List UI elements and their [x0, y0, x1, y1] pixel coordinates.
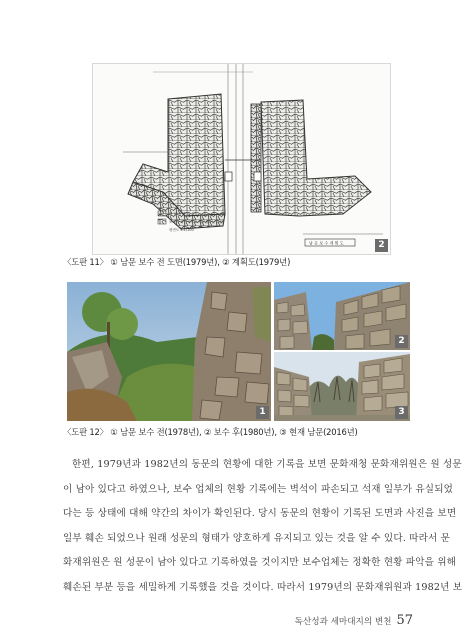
plan-drawing — [93, 64, 390, 254]
figure-12-photo-1 — [67, 282, 271, 421]
page-number: 57 — [396, 613, 413, 628]
body-line-4: 일부 훼손 되었으나 원래 성문의 형태가 양호하게 유지되고 있는 것을 알 수 있다. 따라서 문 — [63, 532, 451, 544]
fig12-badge-2: 2 — [395, 335, 408, 348]
body-line-5: 화재위원은 원 성문이 남아 있다고 기록하였을 것이지만 보수업체는 정확한 현황 파악을 위해 — [63, 557, 457, 569]
body-line-3: 다는 등 상태에 대해 약간의 차이가 확인된다. 당시 동문의 현황이 기록된 도면과 사진을 보면 — [63, 508, 457, 520]
figure-11-caption: 〈도판 11〉 ① 남문 보수 전 도면(1979년), ② 계획도(1979년) — [63, 257, 291, 267]
figure-12-caption: 〈도판 12〉 ① 남문 보수 전(1978년), ② 보수 후(1980년), ③ 현재 남문(2016년) — [63, 427, 358, 437]
body-line-1: 한편, 1979년과 1982년의 동문의 현황에 대한 기록을 보면 문화재청 문화재위원은 원 성문 — [72, 459, 462, 470]
body-line-2: 이 남아 있다고 하였으나, 보수 업체의 현황 기록에는 벽석이 파손되고 석재 일부가 유실되었 — [63, 483, 454, 495]
fig12-badge-1: 1 — [256, 406, 269, 419]
page-footer — [295, 613, 413, 628]
body-paragraph — [63, 453, 463, 601]
figure-11-drawing — [92, 63, 391, 255]
legend-note-3: 평면도 S:1/100 — [169, 228, 194, 232]
body-line-6: 훼손된 부분 등을 세밀하게 기록했을 것을 것이다. 따라서 1979년의 문화재위원과 1982년 보 — [63, 581, 463, 593]
legend-note-1: 자 연 석 축 부 분 — [169, 212, 195, 216]
figure-12-photo-3 — [274, 352, 410, 421]
legend-note-2: 보수시 자연석으로 재구성하는 부분 — [169, 220, 224, 224]
drawing-title: 남 문 보 수 계 획 도 — [309, 240, 344, 246]
fig11-badge-2: 2 — [375, 239, 388, 252]
running-title: 독산성과 세마대지의 변천 — [294, 617, 392, 627]
fig12-badge-3: 3 — [395, 406, 408, 419]
figure-12-photo-2 — [274, 282, 410, 350]
